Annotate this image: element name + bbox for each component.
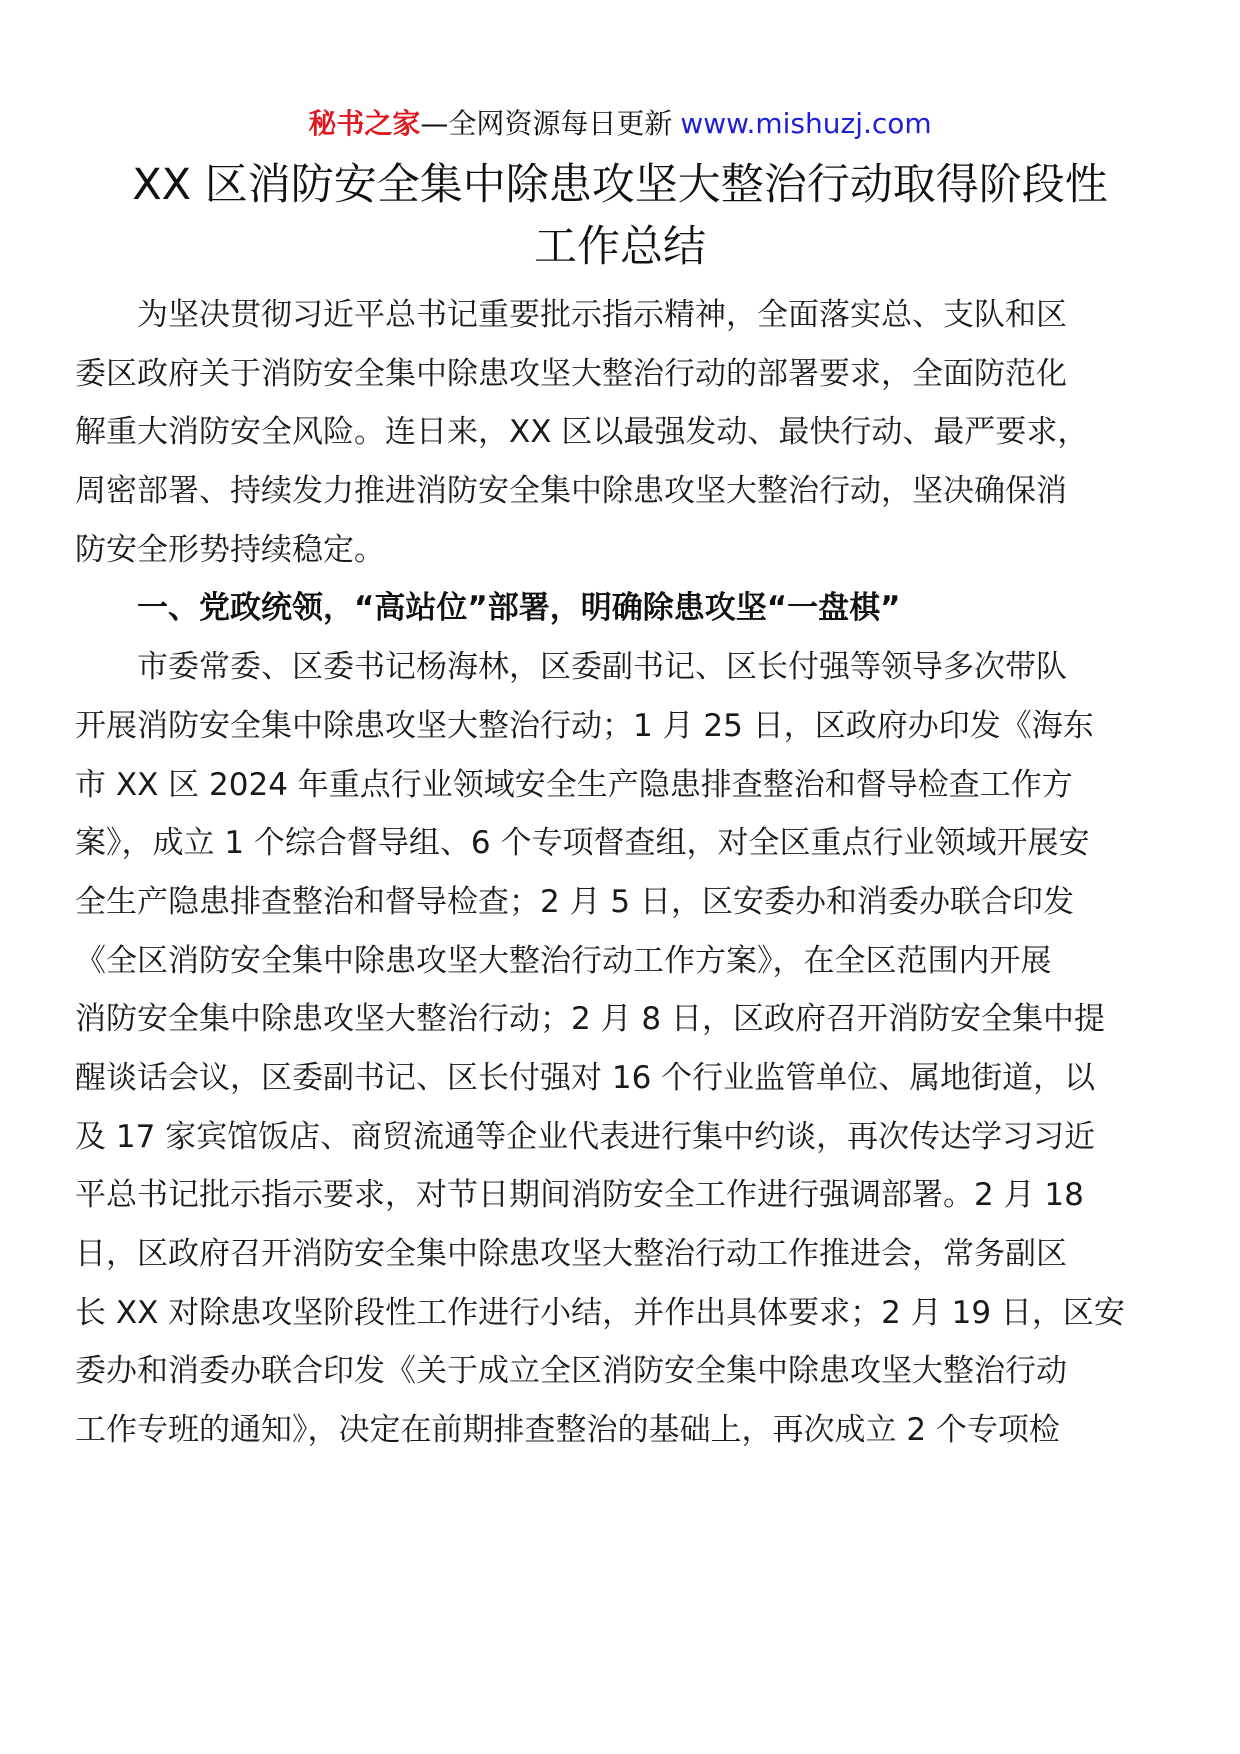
text-line: 平总书记批示指示要求，对节日期间消防安全工作进行强调部署。2 月 18: [75, 1177, 1084, 1214]
paragraph-intro: [75, 286, 1165, 579]
text-line: 开展消防安全集中除患攻坚大整治行动；1 月 25 日，区政府办印发《海东: [75, 707, 1094, 744]
text-line: 防安全形势持续稳定。: [75, 531, 385, 568]
text-line: 委区政府关于消防安全集中除患攻坚大整治行动的部署要求，全面防范化: [75, 355, 1067, 392]
document-title: [75, 154, 1165, 278]
text-line: 为坚决贯彻习近平总书记重要批示指示精神，全面落实总、支队和区: [137, 297, 1067, 333]
text-line: 醒谈话会议，区委副书记、区长付强对 16 个行业监管单位、属地街道，以: [75, 1059, 1096, 1096]
text-line: 消防安全集中除患攻坚大整治行动；2 月 8 日，区政府召开消防安全集中提: [75, 1001, 1106, 1038]
brand-name: 秘书之家: [308, 107, 421, 140]
text-line: 周密部署、持续发力推进消防安全集中除患攻坚大整治行动，坚决确保消: [75, 473, 1067, 510]
text-line: 解重大消防安全风险。连日来，XX 区以最强发动、最快行动、最严要求，: [75, 414, 1089, 451]
text-line: 工作专班的通知》，决定在前期排查整治的基础上，再次成立 2 个专项检: [75, 1412, 1060, 1449]
text-line: 市 XX 区 2024 年重点行业领域安全生产隐患排查整治和督导检查工作方: [75, 766, 1073, 803]
text-line: 及 17 家宾馆饭店、商贸流通等企业代表进行集中约谈，再次传达学习习近: [75, 1118, 1096, 1155]
header-tagline: —全网资源每日更新: [420, 107, 673, 140]
text-line: 日，区政府召开消防安全集中除患攻坚大整治行动工作推进会，常务副区: [75, 1236, 1067, 1272]
text-line: 委办和消委办联合印发《关于成立全区消防安全集中除患攻坚大整治行动: [75, 1353, 1067, 1390]
site-url-link[interactable]: www.mishuzj.com: [680, 107, 932, 140]
paragraph-section-1: [75, 638, 1165, 1460]
title-line-2: 工作总结: [534, 222, 706, 272]
title-line-1: XX 区消防安全集中除患攻坚大整治行动取得阶段性: [132, 160, 1108, 210]
section-heading-1: [75, 579, 1165, 638]
document-body: [75, 286, 1165, 1460]
text-line: 长 XX 对除患攻坚阶段性工作进行小结，并作出具体要求；2 月 19 日，区安: [75, 1294, 1125, 1331]
site-header: [75, 98, 1165, 150]
text-line: 市委常委、区委书记杨海林，区委副书记、区长付强等领导多次带队: [137, 649, 1067, 686]
section-heading-text: 一、党政统领，“高站位”部署，明确除患攻坚“一盘棋”: [137, 590, 901, 627]
text-line: 全生产隐患排查整治和督导检查；2 月 5 日，区安委办和消委办联合印发: [75, 883, 1075, 920]
text-line: 案》，成立 1 个综合督导组、6 个专项督查组，对全区重点行业领域开展安: [75, 825, 1090, 862]
text-line: 《全区消防安全集中除患攻坚大整治行动工作方案》，在全区范围内开展: [75, 942, 1052, 979]
